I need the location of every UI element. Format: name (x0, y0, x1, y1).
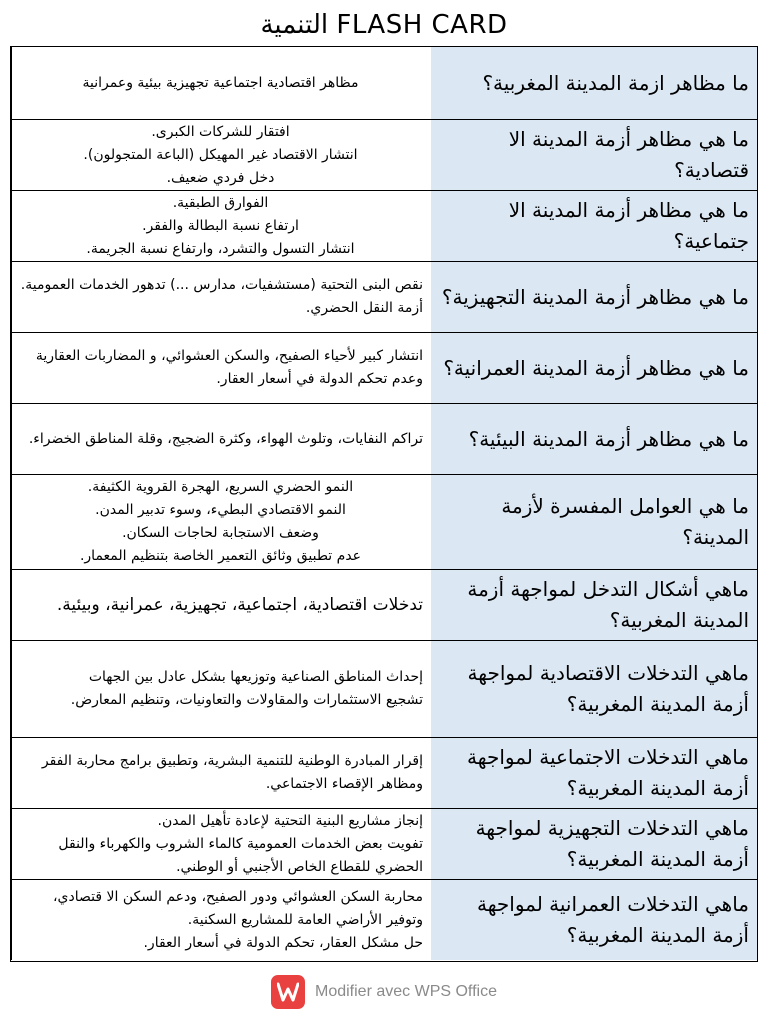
flashcard-table (10, 46, 758, 962)
question-cell (431, 120, 757, 191)
question-text: ما هي مظاهر أزمة المدينة التجهيزية؟ (441, 284, 749, 309)
answer-cell (11, 47, 431, 120)
answer-text: تدخلات اقتصادية، اجتماعية، تجهيزية، عمرانية، وبيئية. (56, 594, 423, 615)
question-text: ما هي مظاهر أزمة المدينة الا جتماعية؟ (508, 198, 749, 253)
question-cell (431, 191, 757, 262)
question-cell (431, 738, 757, 809)
wps-w-glyph (277, 982, 299, 1002)
answer-text: إنجاز مشاريع البنية التحتية لإعادة تأهيل المدن. تفويت بعض الخدمات العمومية كالماء الشروب والكهرباء والنقل الحضري للقطاع الخاص الأجنبي أو الوطني. (58, 812, 423, 875)
question-text: ماهي التدخلات الاقتصادية لمواجهة أزمة المدينة المغربية؟ (467, 661, 749, 716)
answer-text: إحداث المناطق الصناعية وتوزيعها بشكل عادل بين الجهات تشجيع الاستثمارات والمقاولات والتعاونيات، وتنظيم المعارض. (70, 669, 423, 708)
question-text: ما هي مظاهر أزمة المدينة البيئية؟ (468, 426, 749, 451)
question-cell (431, 47, 757, 120)
question-text: ماهي التدخلات الاجتماعية لمواجهة أزمة المدينة المغربية؟ (467, 745, 749, 800)
question-cell (431, 475, 757, 570)
question-cell (431, 333, 757, 404)
answer-cell (11, 191, 431, 262)
answer-cell (11, 333, 431, 404)
question-cell (431, 641, 757, 738)
question-text: ما هي مظاهر أزمة المدينة الا قتصادية؟ (508, 127, 749, 182)
question-cell (431, 262, 757, 333)
question-text: ما هي العوامل المفسرة لأزمة المدينة؟ (501, 494, 749, 549)
page-title: التنمية FLASH CARD (260, 10, 508, 40)
answer-text: الفوارق الطبقية. ارتفاع نسبة البطالة والفقر. انتشار التسول والتشرد، وارتفاع نسبة الجريمة. (86, 194, 355, 257)
answer-text: نقص البنى التحتية (مستشفيات، مدارس ...) تدهور الخدمات العمومية. أزمة النقل الحضري. (20, 277, 423, 316)
answer-cell (11, 404, 431, 475)
answer-text: إقرار المبادرة الوطنية للتنمية البشرية، وتطبيق برامج محاربة الفقر ومظاهر الإقصاء الاجتماعي. (41, 753, 423, 792)
answer-cell (11, 809, 431, 880)
answer-cell (11, 570, 431, 641)
answer-text: النمو الحضري السريع، الهجرة القروية الكثيفة. النمو الاقتصادي البطيء، وسوء تدبير المدن. وضعف الاستجابة لحاجات السكان. عدم تطبيق وثائق التعمير الخاصة بتنظيم المعمار. (79, 479, 362, 564)
wps-watermark[interactable] (0, 975, 768, 1009)
wps-footer-text: Modifier avec WPS Office (315, 983, 497, 1000)
question-cell (431, 809, 757, 880)
question-cell (431, 404, 757, 475)
answer-text: انتشار كبير لأحياء الصفيح، والسكن العشوائي، و المضاربات العقارية وعدم تحكم الدولة في أسعار العقار. (35, 348, 423, 387)
question-cell (431, 880, 757, 960)
question-text: ما مظاهر ازمة المدينة المغربية؟ (482, 70, 749, 95)
question-text: ماهي التدخلات التجهيزية لمواجهة أزمة المدينة المغربية؟ (475, 816, 749, 871)
wps-logo-icon (271, 975, 305, 1009)
answer-cell (11, 738, 431, 809)
answer-cell (11, 641, 431, 738)
question-text: ماهي أشكال التدخل لمواجهة أزمة المدينة المغربية؟ (467, 577, 749, 632)
answer-text: تراكم النفايات، وتلوث الهواء، وكثرة الضجيج، وقلة المناطق الخضراء. (28, 430, 423, 447)
answer-cell (11, 120, 431, 191)
answer-cell (11, 475, 431, 570)
answer-text: مظاهر اقتصادية اجتماعية تجهيزية بيئية وعمرانية (82, 74, 359, 91)
question-text: ما هي مظاهر أزمة المدينة العمرانية؟ (443, 355, 749, 380)
answer-text: افتقار للشركات الكبرى. انتشار الاقتصاد غير المهيكل (الباعة المتجولون). دخل فردي ضعيف. (83, 123, 358, 186)
answer-cell (11, 880, 431, 960)
question-text: ماهي التدخلات العمرانية لمواجهة أزمة المدينة المغربية؟ (476, 892, 749, 947)
answer-cell (11, 262, 431, 333)
answer-text: محاربة السكن العشوائي ودور الصفيح، ودعم السكن الا قتصادي، وتوفير الأراضي العامة للمشاريع السكنية. حل مشكل العقار، تحكم الدولة في أسعار العقار. (53, 888, 423, 951)
question-cell (431, 570, 757, 641)
